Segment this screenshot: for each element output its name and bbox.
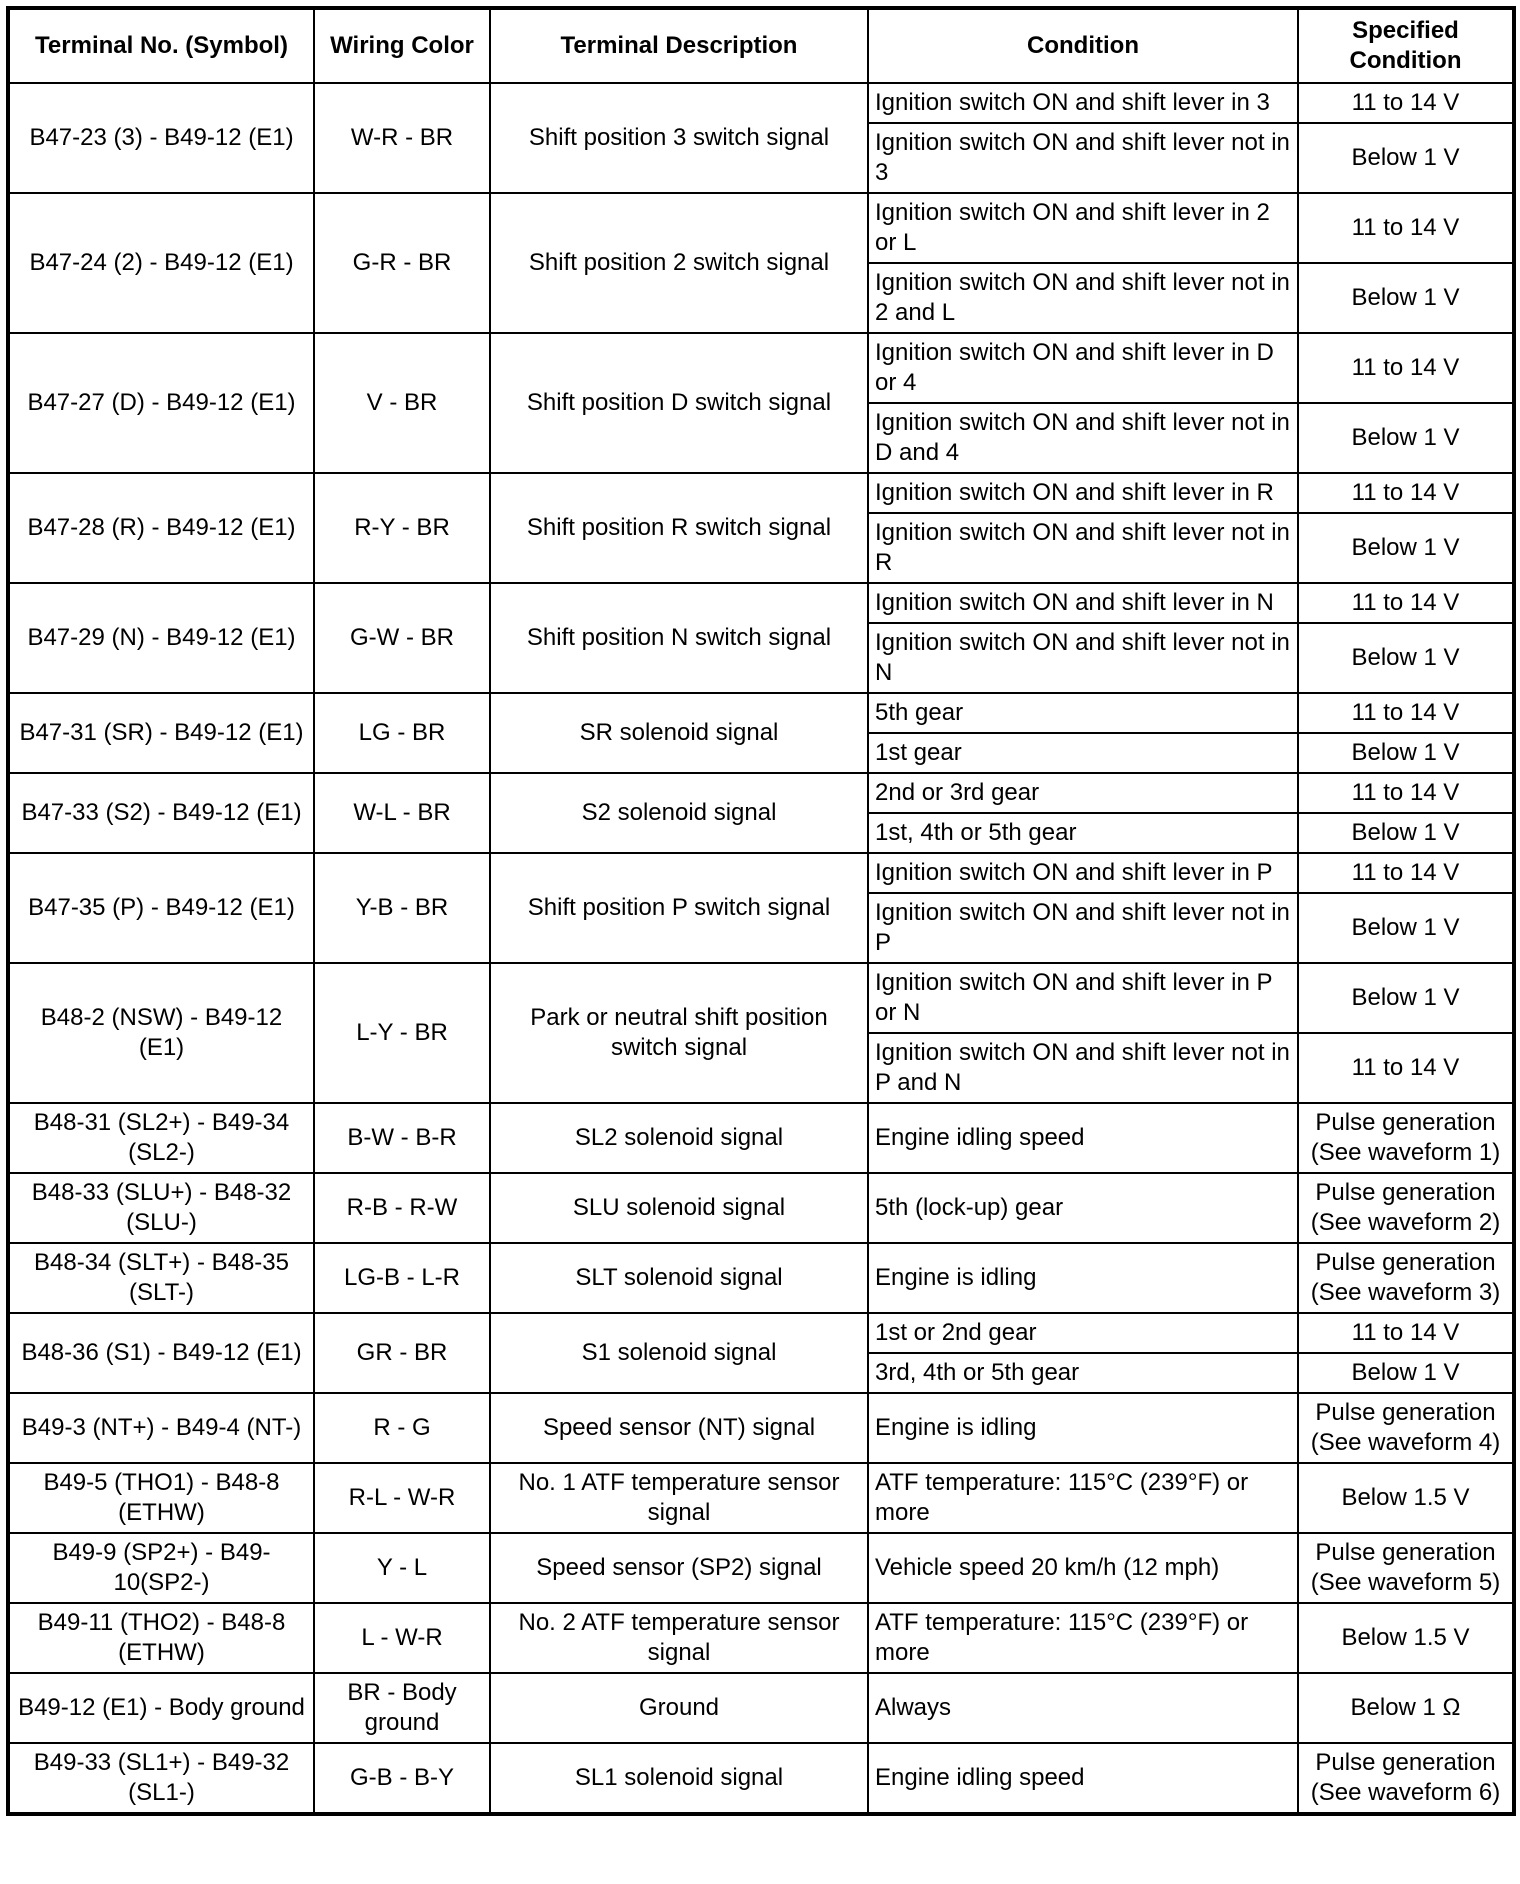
wiring-color-cell: W-R - BR [314,83,490,193]
table-row [8,1743,1514,1814]
description-cell: Speed sensor (SP2) signal [490,1533,868,1603]
description-cell: No. 1 ATF temperature sensor signal [490,1463,868,1533]
terminal-cell: B49-3 (NT+) - B49-4 (NT-) [8,1393,314,1463]
condition-cell: Ignition switch ON and shift lever in D or 4 [868,333,1298,403]
specified-condition-cell: Below 1 Ω [1298,1673,1514,1743]
specified-condition-cell: Below 1 V [1298,263,1514,333]
terminal-cell: B47-24 (2) - B49-12 (E1) [8,193,314,333]
description-cell: S2 solenoid signal [490,773,868,853]
table-row [8,963,1514,1033]
condition-cell: Ignition switch ON and shift lever not in P [868,893,1298,963]
specified-condition-cell: Pulse generation (See waveform 4) [1298,1393,1514,1463]
table-row [8,1393,1514,1463]
table-row [8,1173,1514,1243]
header-terminal: Terminal No. (Symbol) [8,8,314,83]
condition-cell: 1st or 2nd gear [868,1313,1298,1353]
terminal-cell: B48-36 (S1) - B49-12 (E1) [8,1313,314,1393]
terminal-cell: B49-5 (THO1) - B48-8 (ETHW) [8,1463,314,1533]
table-body [8,83,1514,1814]
table-row [8,1313,1514,1353]
table-row [8,1533,1514,1603]
description-cell: SL1 solenoid signal [490,1743,868,1814]
condition-cell: Ignition switch ON and shift lever not in D and 4 [868,403,1298,473]
condition-cell: Ignition switch ON and shift lever not in N [868,623,1298,693]
specified-condition-cell: 11 to 14 V [1298,693,1514,733]
condition-cell: 5th gear [868,693,1298,733]
terminal-table-container [6,6,1512,1816]
condition-cell: Ignition switch ON and shift lever not in P and N [868,1033,1298,1103]
table-row [8,693,1514,733]
condition-cell: Ignition switch ON and shift lever in P or N [868,963,1298,1033]
condition-cell: Ignition switch ON and shift lever not in 3 [868,123,1298,193]
table-row [8,1463,1514,1533]
specified-condition-cell: 11 to 14 V [1298,853,1514,893]
condition-cell: 3rd, 4th or 5th gear [868,1353,1298,1393]
terminal-cell: B48-2 (NSW) - B49-12 (E1) [8,963,314,1103]
condition-cell: ATF temperature: 115°C (239°F) or more [868,1603,1298,1673]
specified-condition-cell: 11 to 14 V [1298,473,1514,513]
terminal-cell: B49-33 (SL1+) - B49-32 (SL1-) [8,1743,314,1814]
wiring-color-cell: R-L - W-R [314,1463,490,1533]
terminal-cell: B47-27 (D) - B49-12 (E1) [8,333,314,473]
specified-condition-cell: Below 1 V [1298,623,1514,693]
wiring-color-cell: L - W-R [314,1603,490,1673]
terminal-cell: B48-33 (SLU+) - B48-32 (SLU-) [8,1173,314,1243]
terminal-cell: B47-28 (R) - B49-12 (E1) [8,473,314,583]
table-row [8,1103,1514,1173]
table-row [8,773,1514,813]
terminal-cell: B47-31 (SR) - B49-12 (E1) [8,693,314,773]
description-cell: Shift position N switch signal [490,583,868,693]
table-row [8,473,1514,513]
condition-cell: Ignition switch ON and shift lever in 3 [868,83,1298,123]
terminal-cell: B49-9 (SP2+) - B49-10(SP2-) [8,1533,314,1603]
wiring-color-cell: W-L - BR [314,773,490,853]
wiring-color-cell: GR - BR [314,1313,490,1393]
wiring-color-cell: B-W - B-R [314,1103,490,1173]
table-row [8,333,1514,403]
specified-condition-cell: 11 to 14 V [1298,773,1514,813]
specified-condition-cell: Below 1.5 V [1298,1603,1514,1673]
specified-condition-cell: 11 to 14 V [1298,83,1514,123]
specified-condition-cell: Below 1 V [1298,513,1514,583]
description-cell: SR solenoid signal [490,693,868,773]
terminal-cell: B47-29 (N) - B49-12 (E1) [8,583,314,693]
specified-condition-cell: 11 to 14 V [1298,193,1514,263]
wiring-color-cell: L-Y - BR [314,963,490,1103]
condition-cell: Ignition switch ON and shift lever not in R [868,513,1298,583]
header-condition: Condition [868,8,1298,83]
specified-condition-cell: Below 1 V [1298,123,1514,193]
specified-condition-cell: Pulse generation (See waveform 3) [1298,1243,1514,1313]
specified-condition-cell: 11 to 14 V [1298,333,1514,403]
specified-condition-cell: Below 1 V [1298,893,1514,963]
specified-condition-cell: Below 1.5 V [1298,1463,1514,1533]
table-row [8,583,1514,623]
wiring-color-cell: LG - BR [314,693,490,773]
specified-condition-cell: Below 1 V [1298,733,1514,773]
description-cell: SLT solenoid signal [490,1243,868,1313]
wiring-color-cell: Y - L [314,1533,490,1603]
terminal-cell: B49-12 (E1) - Body ground [8,1673,314,1743]
specified-condition-cell: Pulse generation (See waveform 2) [1298,1173,1514,1243]
specified-condition-cell: 11 to 14 V [1298,1313,1514,1353]
table-row [8,193,1514,263]
condition-cell: Ignition switch ON and shift lever in R [868,473,1298,513]
condition-cell: 1st, 4th or 5th gear [868,813,1298,853]
terminal-cell: B48-34 (SLT+) - B48-35 (SLT-) [8,1243,314,1313]
condition-cell: 5th (lock-up) gear [868,1173,1298,1243]
specified-condition-cell: Below 1 V [1298,1353,1514,1393]
description-cell: Speed sensor (NT) signal [490,1393,868,1463]
terminal-cell: B47-35 (P) - B49-12 (E1) [8,853,314,963]
table-header-row [8,8,1514,83]
condition-cell: Engine is idling [868,1243,1298,1313]
condition-cell: Vehicle speed 20 km/h (12 mph) [868,1533,1298,1603]
table-row [8,1603,1514,1673]
terminal-cell: B47-33 (S2) - B49-12 (E1) [8,773,314,853]
specified-condition-cell: Below 1 V [1298,403,1514,473]
terminal-cell: B49-11 (THO2) - B48-8 (ETHW) [8,1603,314,1673]
description-cell: Shift position P switch signal [490,853,868,963]
description-cell: Shift position 2 switch signal [490,193,868,333]
header-terminal-description: Terminal Description [490,8,868,83]
terminal-cell: B48-31 (SL2+) - B49-34 (SL2-) [8,1103,314,1173]
condition-cell: Ignition switch ON and shift lever in N [868,583,1298,623]
wiring-color-cell: G-W - BR [314,583,490,693]
condition-cell: 2nd or 3rd gear [868,773,1298,813]
condition-cell: Always [868,1673,1298,1743]
specified-condition-cell: Pulse generation (See waveform 6) [1298,1743,1514,1814]
header-specified-condition: Specified Condition [1298,8,1514,83]
wiring-color-cell: G-R - BR [314,193,490,333]
wiring-color-cell: V - BR [314,333,490,473]
table-row [8,83,1514,123]
specified-condition-cell: 11 to 14 V [1298,1033,1514,1103]
description-cell: Shift position R switch signal [490,473,868,583]
header-wiring-color: Wiring Color [314,8,490,83]
description-cell: No. 2 ATF temperature sensor signal [490,1603,868,1673]
wiring-color-cell: LG-B - L-R [314,1243,490,1313]
wiring-color-cell: R - G [314,1393,490,1463]
terminal-cell: B47-23 (3) - B49-12 (E1) [8,83,314,193]
description-cell: SL2 solenoid signal [490,1103,868,1173]
condition-cell: Ignition switch ON and shift lever not in 2 and L [868,263,1298,333]
specified-condition-cell: Pulse generation (See waveform 1) [1298,1103,1514,1173]
condition-cell: Ignition switch ON and shift lever in 2 or L [868,193,1298,263]
condition-cell: Engine idling speed [868,1743,1298,1814]
wiring-color-cell: G-B - B-Y [314,1743,490,1814]
description-cell: Ground [490,1673,868,1743]
description-cell: Shift position 3 switch signal [490,83,868,193]
description-cell: Park or neutral shift position switch signal [490,963,868,1103]
condition-cell: Engine idling speed [868,1103,1298,1173]
condition-cell: Engine is idling [868,1393,1298,1463]
wiring-color-cell: R-B - R-W [314,1173,490,1243]
wiring-color-cell: R-Y - BR [314,473,490,583]
specified-condition-cell: Below 1 V [1298,813,1514,853]
description-cell: SLU solenoid signal [490,1173,868,1243]
table-row [8,1243,1514,1313]
specified-condition-cell: Pulse generation (See waveform 5) [1298,1533,1514,1603]
condition-cell: ATF temperature: 115°C (239°F) or more [868,1463,1298,1533]
specified-condition-cell: 11 to 14 V [1298,583,1514,623]
table-row [8,853,1514,893]
description-cell: S1 solenoid signal [490,1313,868,1393]
condition-cell: 1st gear [868,733,1298,773]
terminal-inspection-table [6,6,1516,1816]
wiring-color-cell: Y-B - BR [314,853,490,963]
specified-condition-cell: Below 1 V [1298,963,1514,1033]
condition-cell: Ignition switch ON and shift lever in P [868,853,1298,893]
table-row [8,1673,1514,1743]
wiring-color-cell: BR - Body ground [314,1673,490,1743]
description-cell: Shift position D switch signal [490,333,868,473]
